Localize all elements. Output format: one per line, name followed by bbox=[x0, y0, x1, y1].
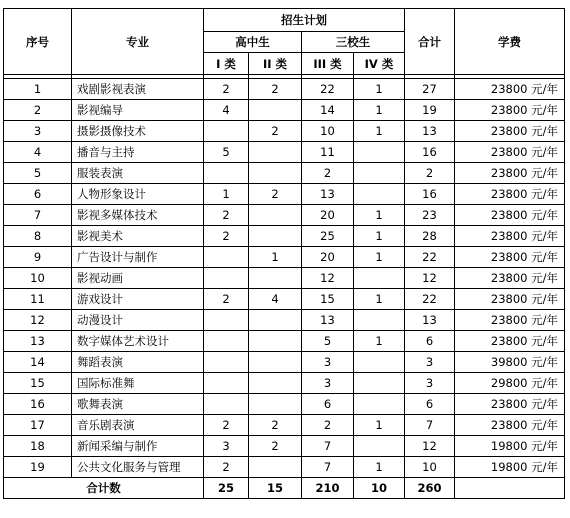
row-cat1: 3 bbox=[204, 436, 249, 457]
row-total: 22 bbox=[405, 289, 455, 310]
row-major: 服装表演 bbox=[72, 163, 204, 184]
table-row bbox=[4, 268, 565, 289]
row-cat3: 7 bbox=[302, 457, 354, 478]
row-fee: 23800 元/年 bbox=[455, 268, 565, 289]
table-row bbox=[4, 247, 565, 268]
row-seq: 13 bbox=[4, 331, 72, 352]
header-cat4: IV 类 bbox=[354, 53, 405, 75]
header-plan: 招生计划 bbox=[204, 9, 405, 32]
total-label: 合计数 bbox=[4, 478, 204, 499]
row-cat4: 1 bbox=[354, 205, 405, 226]
row-cat2 bbox=[249, 352, 302, 373]
row-major: 戏剧影视表演 bbox=[72, 79, 204, 100]
row-cat1 bbox=[204, 394, 249, 415]
row-major: 影视多媒体技术 bbox=[72, 205, 204, 226]
row-fee: 23800 元/年 bbox=[455, 163, 565, 184]
enrollment-plan-table bbox=[3, 8, 565, 499]
row-seq: 4 bbox=[4, 142, 72, 163]
row-cat3: 11 bbox=[302, 142, 354, 163]
row-cat4 bbox=[354, 373, 405, 394]
row-fee: 23800 元/年 bbox=[455, 184, 565, 205]
row-cat2 bbox=[249, 142, 302, 163]
row-cat3: 2 bbox=[302, 163, 354, 184]
row-major: 数字媒体艺术设计 bbox=[72, 331, 204, 352]
row-cat1: 2 bbox=[204, 226, 249, 247]
row-total: 6 bbox=[405, 331, 455, 352]
row-cat3: 3 bbox=[302, 373, 354, 394]
row-major: 播音与主持 bbox=[72, 142, 204, 163]
row-seq: 18 bbox=[4, 436, 72, 457]
table-row bbox=[4, 205, 565, 226]
table-row bbox=[4, 436, 565, 457]
row-seq: 14 bbox=[4, 352, 72, 373]
row-total: 10 bbox=[405, 457, 455, 478]
row-cat2 bbox=[249, 226, 302, 247]
row-major: 影视美术 bbox=[72, 226, 204, 247]
row-seq: 2 bbox=[4, 100, 72, 121]
row-cat2: 2 bbox=[249, 415, 302, 436]
row-major: 舞蹈表演 bbox=[72, 352, 204, 373]
row-cat2: 2 bbox=[249, 184, 302, 205]
row-seq: 8 bbox=[4, 226, 72, 247]
row-cat2: 2 bbox=[249, 436, 302, 457]
total-cat3: 210 bbox=[302, 478, 354, 499]
header-cat3: III 类 bbox=[302, 53, 354, 75]
row-fee: 23800 元/年 bbox=[455, 331, 565, 352]
table-row bbox=[4, 121, 565, 142]
table-row bbox=[4, 184, 565, 205]
row-cat3: 22 bbox=[302, 79, 354, 100]
row-seq: 9 bbox=[4, 247, 72, 268]
row-cat3: 13 bbox=[302, 184, 354, 205]
row-cat1: 2 bbox=[204, 289, 249, 310]
row-cat2: 4 bbox=[249, 289, 302, 310]
row-cat4: 1 bbox=[354, 100, 405, 121]
table-row bbox=[4, 142, 565, 163]
table-row bbox=[4, 79, 565, 100]
row-total: 2 bbox=[405, 163, 455, 184]
table-body bbox=[4, 79, 565, 478]
row-fee: 23800 元/年 bbox=[455, 247, 565, 268]
row-cat1: 2 bbox=[204, 415, 249, 436]
row-cat2 bbox=[249, 268, 302, 289]
row-cat2 bbox=[249, 100, 302, 121]
row-cat3: 20 bbox=[302, 205, 354, 226]
table-row bbox=[4, 310, 565, 331]
row-cat1 bbox=[204, 310, 249, 331]
row-cat4: 1 bbox=[354, 331, 405, 352]
row-fee: 23800 元/年 bbox=[455, 289, 565, 310]
total-fee bbox=[455, 478, 565, 499]
row-major: 动漫设计 bbox=[72, 310, 204, 331]
row-fee: 23800 元/年 bbox=[455, 205, 565, 226]
row-fee: 23800 元/年 bbox=[455, 226, 565, 247]
row-seq: 10 bbox=[4, 268, 72, 289]
row-total: 22 bbox=[405, 247, 455, 268]
row-cat2: 1 bbox=[249, 247, 302, 268]
table-row bbox=[4, 415, 565, 436]
row-fee: 23800 元/年 bbox=[455, 121, 565, 142]
total-cat1: 25 bbox=[204, 478, 249, 499]
row-total: 3 bbox=[405, 352, 455, 373]
row-fee: 29800 元/年 bbox=[455, 373, 565, 394]
row-cat3: 2 bbox=[302, 415, 354, 436]
row-cat3: 13 bbox=[302, 310, 354, 331]
row-total: 19 bbox=[405, 100, 455, 121]
row-cat3: 6 bbox=[302, 394, 354, 415]
row-cat2 bbox=[249, 394, 302, 415]
row-total: 12 bbox=[405, 436, 455, 457]
total-sum: 260 bbox=[405, 478, 455, 499]
row-major: 游戏设计 bbox=[72, 289, 204, 310]
row-cat4 bbox=[354, 163, 405, 184]
row-cat4 bbox=[354, 310, 405, 331]
header-major: 专业 bbox=[72, 9, 204, 75]
row-cat3: 12 bbox=[302, 268, 354, 289]
table-row bbox=[4, 394, 565, 415]
row-cat4 bbox=[354, 268, 405, 289]
row-cat2: 2 bbox=[249, 121, 302, 142]
row-total: 13 bbox=[405, 121, 455, 142]
table-footer bbox=[4, 478, 565, 499]
row-cat3: 7 bbox=[302, 436, 354, 457]
row-cat2: 2 bbox=[249, 79, 302, 100]
row-cat2 bbox=[249, 310, 302, 331]
header-cat1: I 类 bbox=[204, 53, 249, 75]
row-total: 12 bbox=[405, 268, 455, 289]
row-seq: 15 bbox=[4, 373, 72, 394]
row-cat3: 10 bbox=[302, 121, 354, 142]
row-cat4: 1 bbox=[354, 79, 405, 100]
row-cat1 bbox=[204, 268, 249, 289]
row-seq: 17 bbox=[4, 415, 72, 436]
row-cat2 bbox=[249, 373, 302, 394]
row-major: 摄影摄像技术 bbox=[72, 121, 204, 142]
row-total: 3 bbox=[405, 373, 455, 394]
table-row bbox=[4, 289, 565, 310]
row-major: 广告设计与制作 bbox=[72, 247, 204, 268]
row-cat4 bbox=[354, 352, 405, 373]
row-seq: 19 bbox=[4, 457, 72, 478]
row-cat4: 1 bbox=[354, 457, 405, 478]
header-three-schools: 三校生 bbox=[302, 32, 405, 53]
row-cat1 bbox=[204, 352, 249, 373]
row-cat3: 15 bbox=[302, 289, 354, 310]
row-cat1: 1 bbox=[204, 184, 249, 205]
table-row bbox=[4, 226, 565, 247]
row-major: 影视编导 bbox=[72, 100, 204, 121]
row-major: 影视动画 bbox=[72, 268, 204, 289]
header-cat2: II 类 bbox=[249, 53, 302, 75]
table-row bbox=[4, 100, 565, 121]
row-seq: 12 bbox=[4, 310, 72, 331]
table-row bbox=[4, 163, 565, 184]
total-row bbox=[4, 478, 565, 499]
row-cat1 bbox=[204, 247, 249, 268]
row-cat3: 3 bbox=[302, 352, 354, 373]
header-high-school: 高中生 bbox=[204, 32, 302, 53]
header-fee: 学费 bbox=[455, 9, 565, 75]
row-total: 13 bbox=[405, 310, 455, 331]
row-major: 新闻采编与制作 bbox=[72, 436, 204, 457]
row-total: 16 bbox=[405, 142, 455, 163]
row-cat2 bbox=[249, 331, 302, 352]
row-total: 7 bbox=[405, 415, 455, 436]
row-cat4: 1 bbox=[354, 415, 405, 436]
row-cat1: 2 bbox=[204, 457, 249, 478]
row-fee: 39800 元/年 bbox=[455, 352, 565, 373]
row-total: 23 bbox=[405, 205, 455, 226]
row-cat1: 5 bbox=[204, 142, 249, 163]
row-seq: 6 bbox=[4, 184, 72, 205]
row-cat3: 14 bbox=[302, 100, 354, 121]
row-major: 音乐剧表演 bbox=[72, 415, 204, 436]
row-cat2 bbox=[249, 163, 302, 184]
table-header bbox=[4, 9, 565, 79]
row-major: 歌舞表演 bbox=[72, 394, 204, 415]
total-cat2: 15 bbox=[249, 478, 302, 499]
table-row bbox=[4, 457, 565, 478]
row-cat4: 1 bbox=[354, 289, 405, 310]
row-cat4: 1 bbox=[354, 247, 405, 268]
row-cat1: 4 bbox=[204, 100, 249, 121]
table-row bbox=[4, 352, 565, 373]
row-cat1 bbox=[204, 121, 249, 142]
table-row bbox=[4, 373, 565, 394]
row-fee: 23800 元/年 bbox=[455, 100, 565, 121]
row-seq: 7 bbox=[4, 205, 72, 226]
row-seq: 11 bbox=[4, 289, 72, 310]
row-cat4: 1 bbox=[354, 121, 405, 142]
row-major: 国际标准舞 bbox=[72, 373, 204, 394]
row-cat3: 20 bbox=[302, 247, 354, 268]
row-cat4 bbox=[354, 394, 405, 415]
row-cat4 bbox=[354, 142, 405, 163]
row-cat1: 2 bbox=[204, 205, 249, 226]
enrollment-plan-table-container bbox=[3, 8, 565, 499]
row-cat1: 2 bbox=[204, 79, 249, 100]
row-cat3: 5 bbox=[302, 331, 354, 352]
row-cat4: 1 bbox=[354, 226, 405, 247]
row-cat1 bbox=[204, 373, 249, 394]
total-cat4: 10 bbox=[354, 478, 405, 499]
row-cat1 bbox=[204, 163, 249, 184]
row-major: 公共文化服务与管理 bbox=[72, 457, 204, 478]
row-total: 6 bbox=[405, 394, 455, 415]
row-seq: 3 bbox=[4, 121, 72, 142]
row-cat3: 25 bbox=[302, 226, 354, 247]
row-fee: 23800 元/年 bbox=[455, 310, 565, 331]
row-fee: 19800 元/年 bbox=[455, 436, 565, 457]
row-cat4 bbox=[354, 184, 405, 205]
row-total: 16 bbox=[405, 184, 455, 205]
row-total: 28 bbox=[405, 226, 455, 247]
row-fee: 19800 元/年 bbox=[455, 457, 565, 478]
row-seq: 16 bbox=[4, 394, 72, 415]
row-fee: 23800 元/年 bbox=[455, 142, 565, 163]
row-fee: 23800 元/年 bbox=[455, 79, 565, 100]
row-cat2 bbox=[249, 457, 302, 478]
row-cat4 bbox=[354, 436, 405, 457]
row-total: 27 bbox=[405, 79, 455, 100]
row-seq: 5 bbox=[4, 163, 72, 184]
row-fee: 23800 元/年 bbox=[455, 394, 565, 415]
header-total: 合计 bbox=[405, 9, 455, 75]
table-row bbox=[4, 331, 565, 352]
row-cat2 bbox=[249, 205, 302, 226]
row-fee: 23800 元/年 bbox=[455, 415, 565, 436]
row-cat1 bbox=[204, 331, 249, 352]
row-major: 人物形象设计 bbox=[72, 184, 204, 205]
row-seq: 1 bbox=[4, 79, 72, 100]
header-seq: 序号 bbox=[4, 9, 72, 75]
